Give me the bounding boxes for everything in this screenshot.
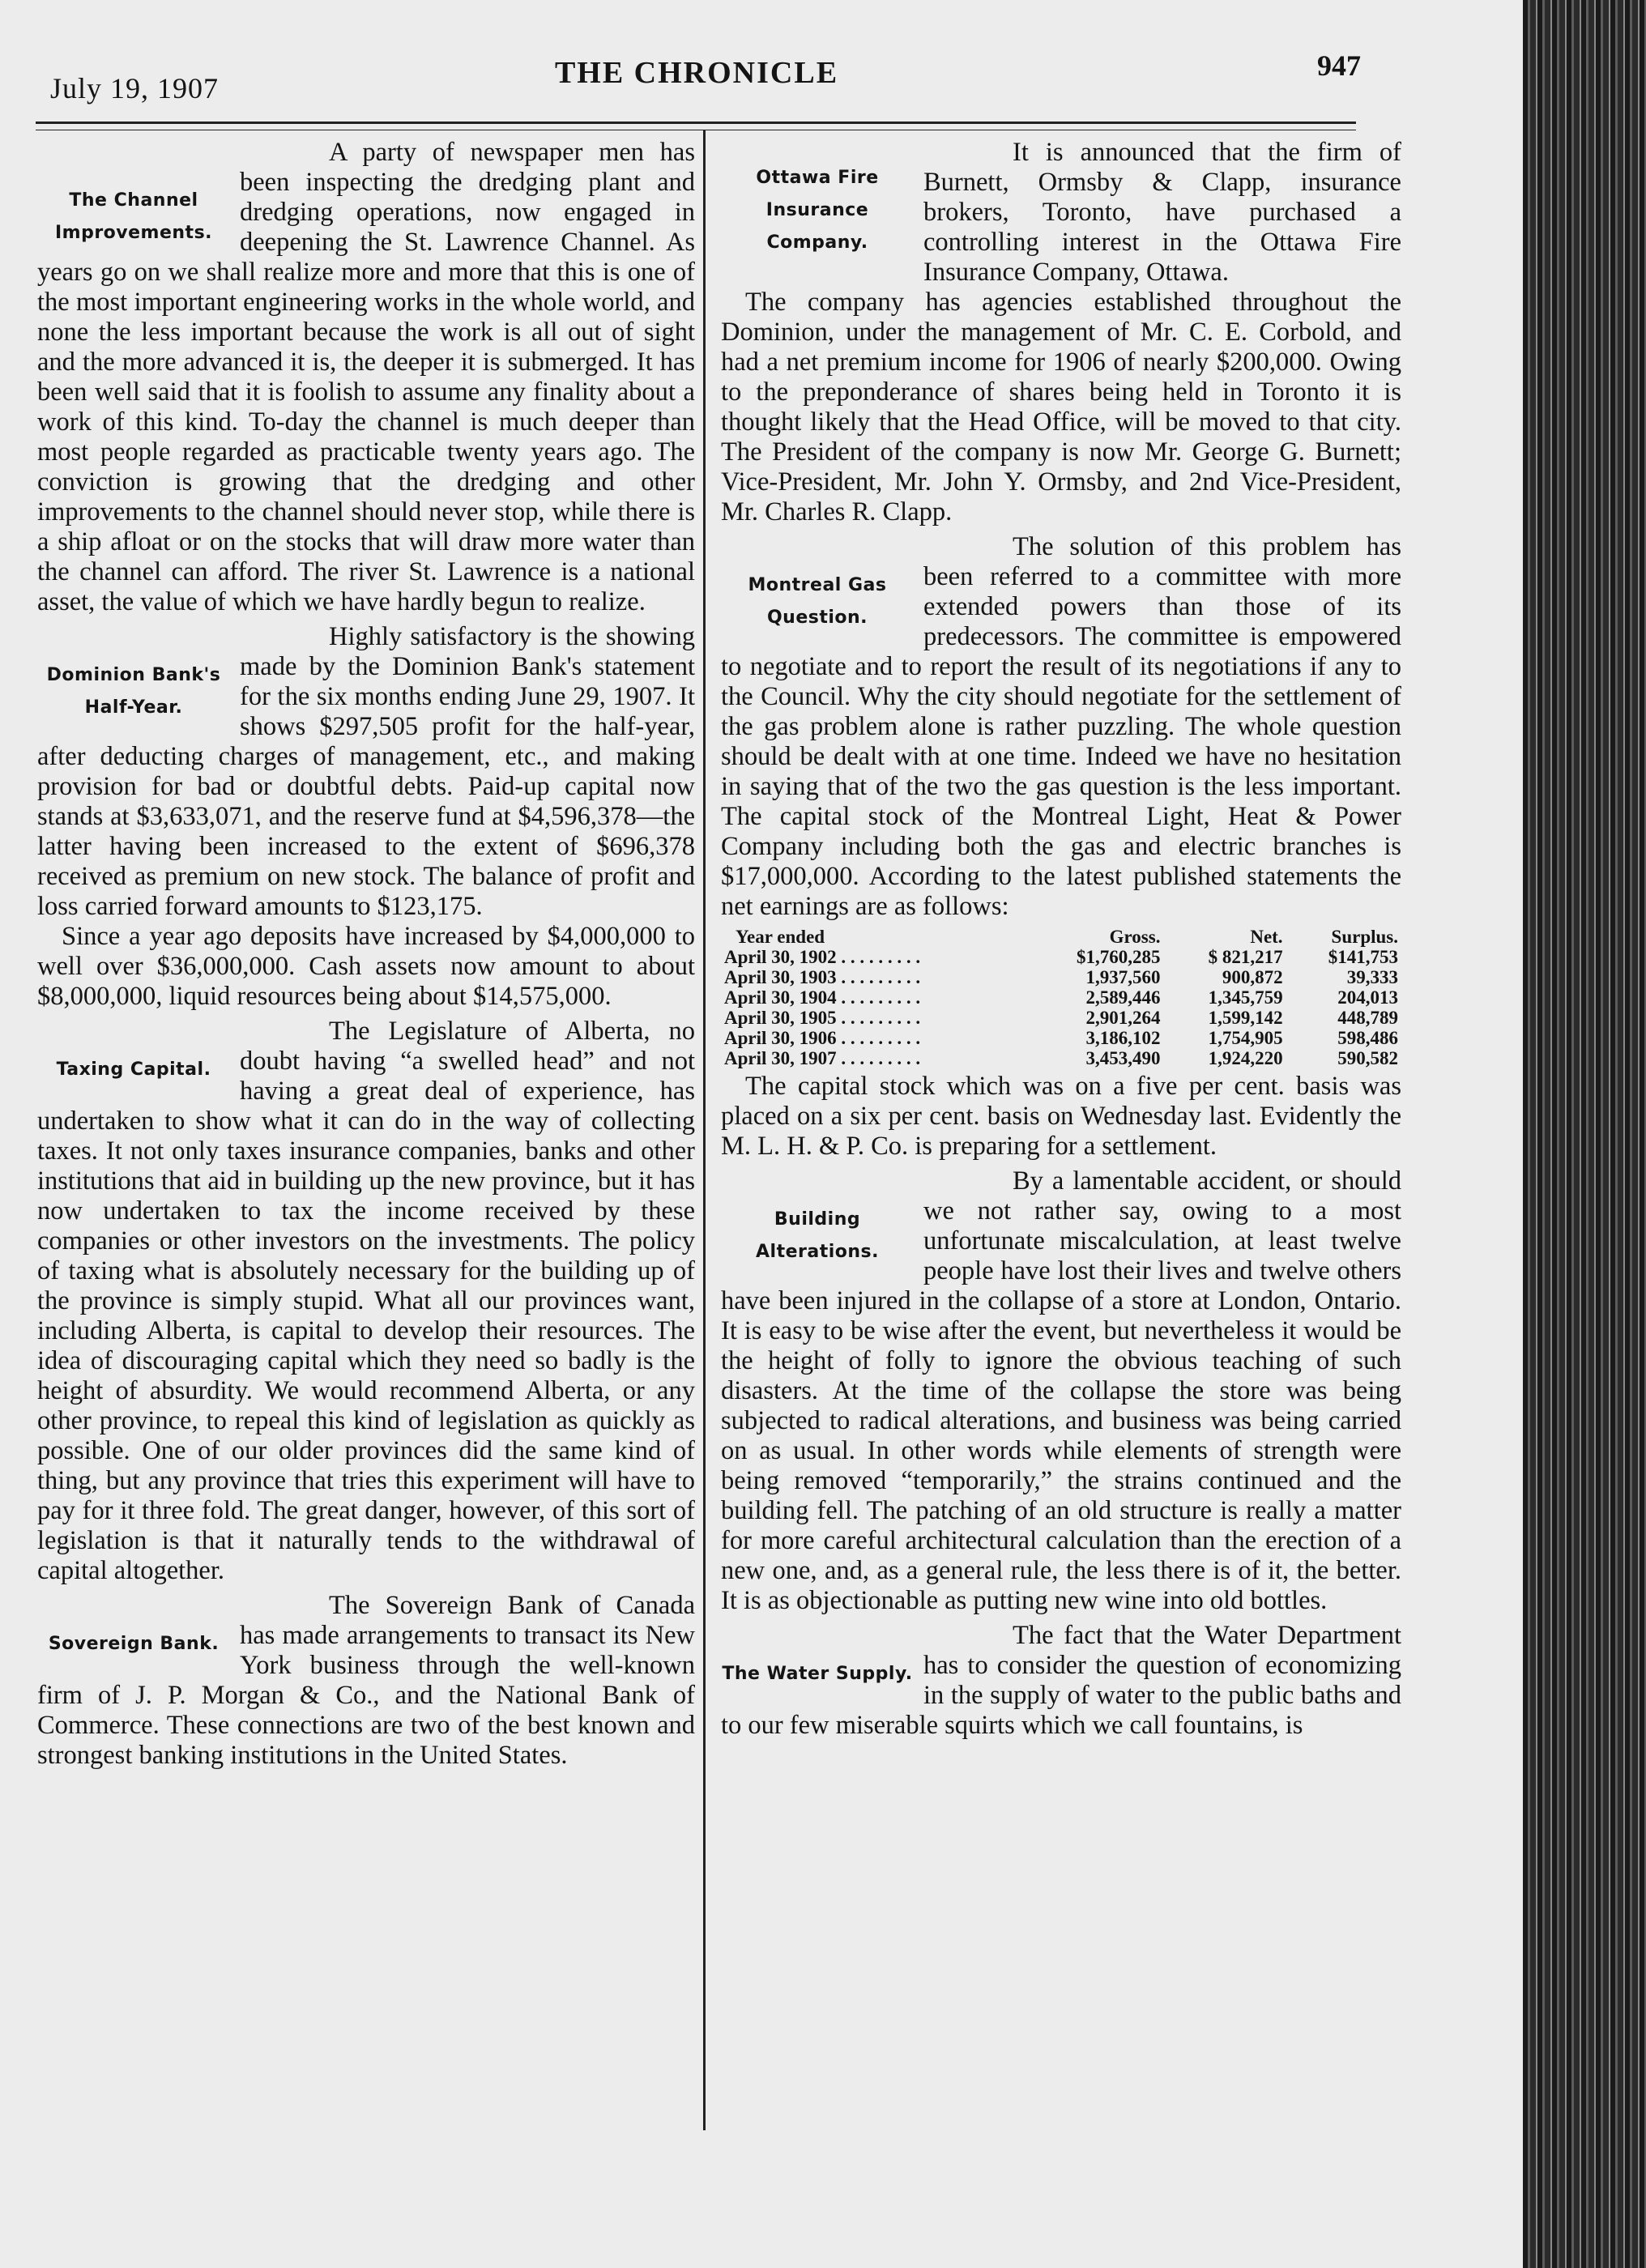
table-cell: 39,333 (1346, 967, 1398, 987)
article-dominion-bank (37, 622, 695, 1012)
table-cell: 598,486 (1337, 1028, 1398, 1048)
sidenote-taxing (37, 1054, 230, 1086)
article-text: The solution of this problem has been referred to a committee with more extended powers than those of its predecessors. The committee is empowered to negotiate and to report the result of its negotiations if any to the Council. Why the city should negotiate for the settlement of the gas problem alone is rather puzzling. The whole question should be dealt with at one time. Indeed we have no hesitation in saying that of the two the gas question is the less important. The capital stock of the Montreal Light, Heat & Power Company including both the gas and electric branches is $17,000,000. According to the latest published statements the net earnings are as follows: (721, 532, 1401, 921)
article-text: It is announced that the firm of Burnett, Ormsby & Clapp, insurance brokers, Toronto, have purchased a controlling interest in the Ottawa Fire Insurance Company, Ottawa. (923, 138, 1401, 287)
article-taxing-capital (37, 1017, 695, 1586)
sidenote-line: Insurance Company. (765, 200, 869, 253)
table-header-row (721, 927, 1401, 947)
table-cell: $1,760,285 (1076, 947, 1161, 967)
table-cell: 1,345,759 (1208, 987, 1283, 1008)
sidenote-water (721, 1658, 914, 1690)
article-water-supply (721, 1621, 1401, 1741)
table-cell: April 30, 1905 . . . . . . . . . (724, 1008, 921, 1028)
sidenote-line: The Channel (69, 190, 198, 211)
column-header: Net. (1250, 927, 1283, 947)
table-cell: 3,186,102 (1085, 1028, 1161, 1048)
sidenote-line: Building Alterations. (756, 1209, 879, 1262)
table-row (721, 967, 1401, 987)
sidenote-line: Montreal Gas (748, 575, 887, 595)
sidenote-line: Sovereign Bank. (48, 1634, 220, 1654)
article-text: A party of newspaper men has been inspecting the dredging plant and dredging operations, now engaged in deepening the St. Lawrence Channel. As years go on we shall realize more and more that this is one of the most important engineering works in the whole world, and none the less important because the work is all out of sight and the more advanced it is, the deeper it is submerged. It has been well said that it is foolish to assume any finality about a work of this kind. To-day the channel is much deeper than most people regarded as practicable twenty years ago. The conviction is growing that the dredging and other improvements to the channel should never stop, while there is a ship afloat or on the stocks that will draw more water than the channel can afford. The river St. Lawrence is a national asset, the value of which we have hardly begun to realize. (37, 138, 695, 616)
table-cell: 1,599,142 (1208, 1008, 1283, 1028)
sidenote-dominion (37, 659, 230, 724)
issue-date: July 19, 1907 (50, 72, 220, 104)
sidenote-line: Ottawa Fire (756, 168, 879, 188)
article-montreal-gas (721, 532, 1401, 1162)
article-text: The capital stock which was on a five per cent. basis was placed on a six per cent. basis on Wednesday last. Evidently the M. L. H. & P. Co. is preparing for a settlement. (721, 1072, 1401, 1161)
table-cell: April 30, 1904 . . . . . . . . . (724, 987, 921, 1008)
sidenote-line: Improvements. (54, 223, 213, 243)
table-cell: 2,901,264 (1085, 1008, 1161, 1028)
sidenote-line: The Water Supply. (722, 1664, 913, 1684)
table-cell: $141,753 (1328, 947, 1398, 967)
sidenote-gas (721, 569, 914, 634)
article-text: The fact that the Water Department has to consider the question of economizing in the supply of water to the public baths and to our few miserable squirts which we call fountains, is (721, 1621, 1401, 1740)
article-text: Since a year ago deposits have increased by $4,000,000 to well over $36,000,000. Cash assets now amount to about $8,000,000, liquid resources being about $14,575,000. (37, 922, 695, 1011)
table-cell: 448,789 (1337, 1008, 1398, 1028)
article-channel (37, 138, 695, 617)
sidenote-ottawa (721, 162, 914, 259)
table-cell: 1,937,560 (1085, 967, 1161, 987)
sidenote-sovereign (37, 1628, 230, 1660)
publication-title: THE CHRONICLE (554, 56, 839, 90)
column-header: Gross. (1109, 927, 1161, 947)
table-row (721, 947, 1401, 967)
article-text: The company has agencies established throughout the Dominion, under the management of Mr. C. E. Corbold, and had a net premium income for 1906 of nearly $200,000. Owing to the preponderance of shares being held in Toronto it is thought likely that the Head Office, will be moved to that city. The President of the company is now Mr. George G. Burnett; Vice-President, Mr. John Y. Ormsby, and 2nd Vice-President, Mr. Charles R. Clapp. (721, 288, 1401, 526)
sidenote-building (721, 1204, 914, 1268)
right-column (721, 138, 1401, 1741)
sidenote-line: Half-Year. (84, 697, 183, 718)
table-cell: 1,924,220 (1208, 1048, 1283, 1068)
table-cell: April 30, 1907 . . . . . . . . . (724, 1048, 921, 1068)
column-header: Year ended (736, 927, 825, 947)
book-binding-edge (1523, 0, 1646, 2268)
table-cell: 1,754,905 (1208, 1028, 1283, 1048)
sidenote-line: Taxing Capital. (56, 1059, 211, 1080)
article-ottawa-fire (721, 138, 1401, 527)
left-column (37, 138, 695, 1771)
sidenote-line: Question. (766, 608, 868, 628)
header-rule (36, 122, 1356, 124)
page-number: 947 (1317, 49, 1361, 82)
article-building-alterations (721, 1166, 1401, 1616)
earnings-table (721, 927, 1401, 1068)
article-text: The Sovereign Bank of Canada has made arrangements to transact its New York business through the well-known firm of J. P. Morgan & Co., and the National Bank of Commerce. These connections are two of the best known and strongest banking institutions in the United States. (37, 1591, 695, 1770)
table-cell: 3,453,490 (1085, 1048, 1161, 1068)
table-cell: 204,013 (1337, 987, 1398, 1008)
table-row (721, 1008, 1401, 1028)
sidenote-channel (37, 185, 230, 249)
article-sovereign-bank (37, 1591, 695, 1771)
table-row (721, 1048, 1401, 1068)
table-row (721, 987, 1401, 1008)
article-text: By a lamentable accident, or should we not rather say, owing to a most unfortunate miscalculation, at least twelve people have lost their lives and twelve others have been injured in the collapse of a store at London, Ontario. It is easy to be wise after the event, but nevertheless it would be the height of folly to ignore the obvious teaching of such disasters. At the time of the collapse the store was being subjected to radical alterations, and business was being carried on as usual. In other words while elements of strength were being removed “temporarily,” the strains continued and the building fell. The patching of an old structure is really a matter for more careful architectural calculation than the erection of a new one, and, as a general rule, the less there is of it, the better. It is as objectionable as putting new wine into old bottles. (721, 1166, 1401, 1615)
article-text: Highly satisfactory is the showing made by the Dominion Bank's statement for the six months ending June 29, 1907. It shows $297,505 profit for the half-year, after deducting charges of management, etc., and making provision for bad or doubtful debts. Paid-up capital now stands at $3,633,071, and the reserve fund at $4,596,378—the latter having been increased to the extent of $696,378 received as premium on new stock. The balance of profit and loss carried forward amounts to $123,175. (37, 622, 695, 921)
table-cell: 900,872 (1222, 967, 1283, 987)
table-cell: April 30, 1903 . . . . . . . . . (724, 967, 921, 987)
table-row (721, 1028, 1401, 1048)
table-cell: 590,582 (1337, 1048, 1398, 1068)
column-header: Surplus. (1331, 927, 1398, 947)
sidenote-line: Dominion Bank's (46, 665, 221, 685)
article-text: The Legislature of Alberta, no doubt having “a swelled head” and not having a great deal of experience, has undertaken to show what it can do in the way of collecting taxes. It not only taxes insurance companies, banks and other institutions that aid in building up the new province, but it has now undertaken to tax the income received by these companies or other investors on the investments. The policy of taxing what is absolutely necessary for the building up of the province is simply stupid. What all our provinces want, including Alberta, is capital to develop their resources. The idea of discouraging capital which they need so badly is the height of absurdity. We would recommend Alberta, or any other province, to repeal this kind of legislation as quickly as possible. One of our older provinces did the same kind of thing, but any province that tries this experiment will have to pay for it three fold. The great danger, however, of this sort of legislation is that it naturally tends to the withdrawal of capital altogether. (37, 1017, 695, 1585)
table-cell: 2,589,446 (1085, 987, 1161, 1008)
table-cell: April 30, 1902 . . . . . . . . . (724, 947, 921, 967)
table-cell: April 30, 1906 . . . . . . . . . (724, 1028, 921, 1048)
column-divider (703, 130, 706, 2130)
table-cell: $ 821,217 (1208, 947, 1283, 967)
